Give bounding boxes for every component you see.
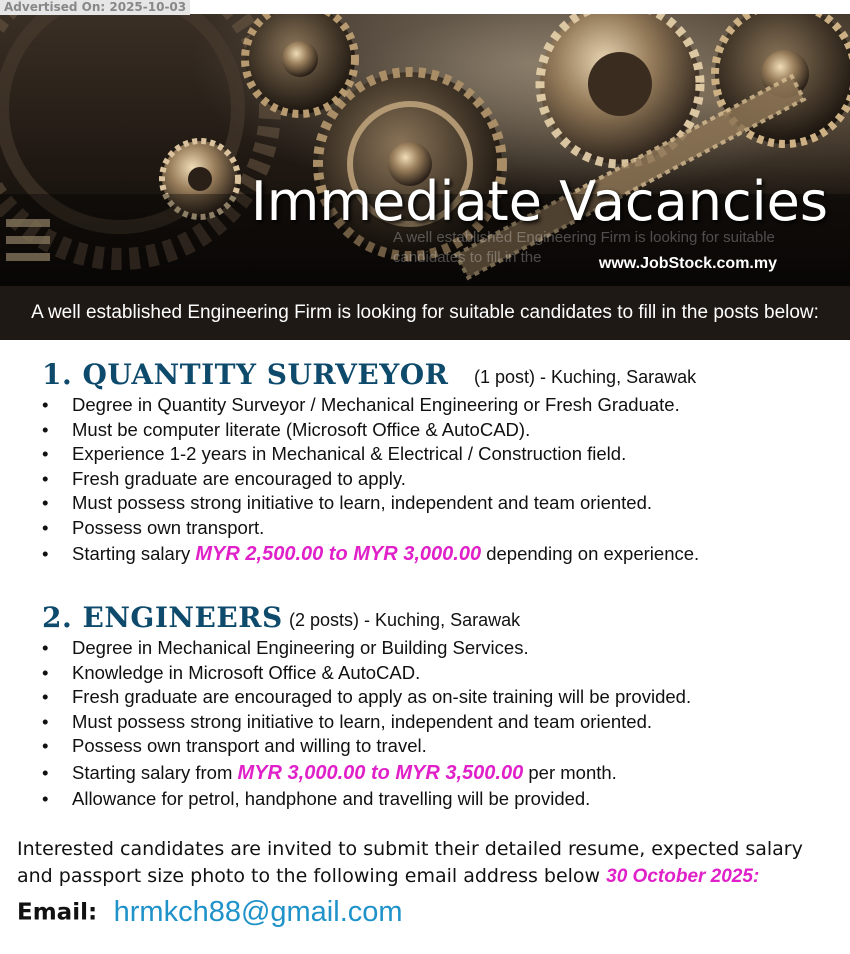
bullet-icon: •: [42, 543, 49, 564]
salary-item: [0, 540, 850, 568]
bullet-icon: •: [42, 661, 49, 683]
list-item: [0, 710, 850, 735]
requirements-list: [0, 636, 850, 811]
list-item: [0, 418, 850, 443]
list-item: [0, 393, 850, 418]
bullet-icon: •: [42, 394, 49, 415]
list-item: [0, 442, 850, 467]
bullet-icon: •: [42, 637, 49, 658]
salary-suffix: depending on experience.: [481, 543, 700, 564]
list-item-text: Knowledge in Microsoft Office & AutoCAD.: [72, 661, 421, 683]
email-row: [17, 896, 403, 929]
email-label: Email:: [17, 899, 98, 926]
job-title: 2. ENGINEERS: [42, 601, 283, 634]
deadline-date: 30 October 2025:: [606, 866, 760, 887]
bullet-icon: •: [42, 710, 49, 732]
requirements-list: [0, 393, 850, 568]
list-item-text: Fresh graduate are encouraged to apply as on-site training will be provided.: [72, 686, 692, 707]
bullet-icon: •: [42, 761, 49, 783]
banner-overlay-text: A well established Engineering Firm is looking for suitable candidates to fill in the: [393, 229, 775, 266]
application-instructions: [17, 836, 817, 890]
list-item-text: Degree in Mechanical Engineering or Building Services.: [72, 637, 529, 658]
job-title: 1. QUANTITY SURVEYOR: [42, 358, 449, 391]
bullet-icon: •: [42, 467, 49, 489]
salary-suffix: per month.: [523, 761, 617, 783]
list-item: [0, 685, 850, 710]
list-item: [0, 636, 850, 661]
job-meta: (1 post) - Kuching, Sarawak: [474, 367, 697, 387]
list-item: [0, 491, 850, 516]
website-url[interactable]: www.JobStock.com.my: [598, 255, 777, 272]
list-item: [0, 787, 850, 812]
salary-prefix: Starting salary: [72, 543, 196, 564]
bullet-icon: •: [42, 516, 49, 538]
list-item-text: Must possess strong initiative to learn, independent and team oriented.: [72, 710, 653, 732]
bullet-icon: •: [42, 735, 49, 756]
intro-bar: [0, 286, 850, 340]
list-item-text: Possess own transport and willing to travel.: [72, 735, 427, 756]
bullet-icon: •: [42, 686, 49, 707]
salary-item: [0, 759, 850, 787]
banner-title: Immediate Vacancies: [250, 170, 828, 233]
job-header: [0, 602, 850, 636]
intro-text: A well established Engineering Firm is looking for suitable candidates to fill in the posts below:: [31, 302, 819, 323]
header-banner: [0, 14, 850, 286]
bullet-icon: •: [42, 492, 49, 513]
list-item: [0, 467, 850, 492]
list-item-text: Must be computer literate (Microsoft Office & AutoCAD).: [72, 418, 531, 440]
list-item-text: Fresh graduate are encouraged to apply.: [72, 467, 406, 489]
job-section-engineers: [0, 602, 850, 811]
instructions-text: Interested candidates are invited to submit their detailed resume, expected salary and passport size photo to the following email address below: [17, 838, 803, 887]
bullet-icon: •: [42, 787, 49, 809]
salary-range: MYR 2,500.00 to MYR 3,000.00: [195, 543, 482, 565]
bullet-icon: •: [42, 418, 49, 440]
job-header: [0, 359, 850, 393]
list-item-text: Possess own transport.: [72, 516, 265, 538]
bullet-icon: •: [42, 443, 49, 464]
job-meta: (2 posts) - Kuching, Sarawak: [289, 610, 521, 630]
list-item-text: Degree in Quantity Surveyor / Mechanical Engineering or Fresh Graduate.: [72, 394, 680, 415]
salary-range: MYR 3,000.00 to MYR 3,500.00: [237, 761, 524, 784]
salary-prefix: Starting salary from: [72, 761, 238, 783]
list-item: [0, 734, 850, 759]
list-item: [0, 516, 850, 541]
list-item-text: Allowance for petrol, handphone and travelling will be provided.: [72, 787, 591, 809]
list-item-text: Experience 1-2 years in Mechanical & Electrical / Construction field.: [72, 443, 627, 464]
list-item: [0, 661, 850, 686]
list-item-text: Must possess strong initiative to learn, independent and team oriented.: [72, 492, 653, 513]
advertised-date-tag: Advertised On: 2025-10-03: [0, 0, 190, 15]
job-section-quantity-surveyor: [0, 359, 850, 568]
email-link[interactable]: hrmkch88@gmail.com: [113, 896, 403, 928]
